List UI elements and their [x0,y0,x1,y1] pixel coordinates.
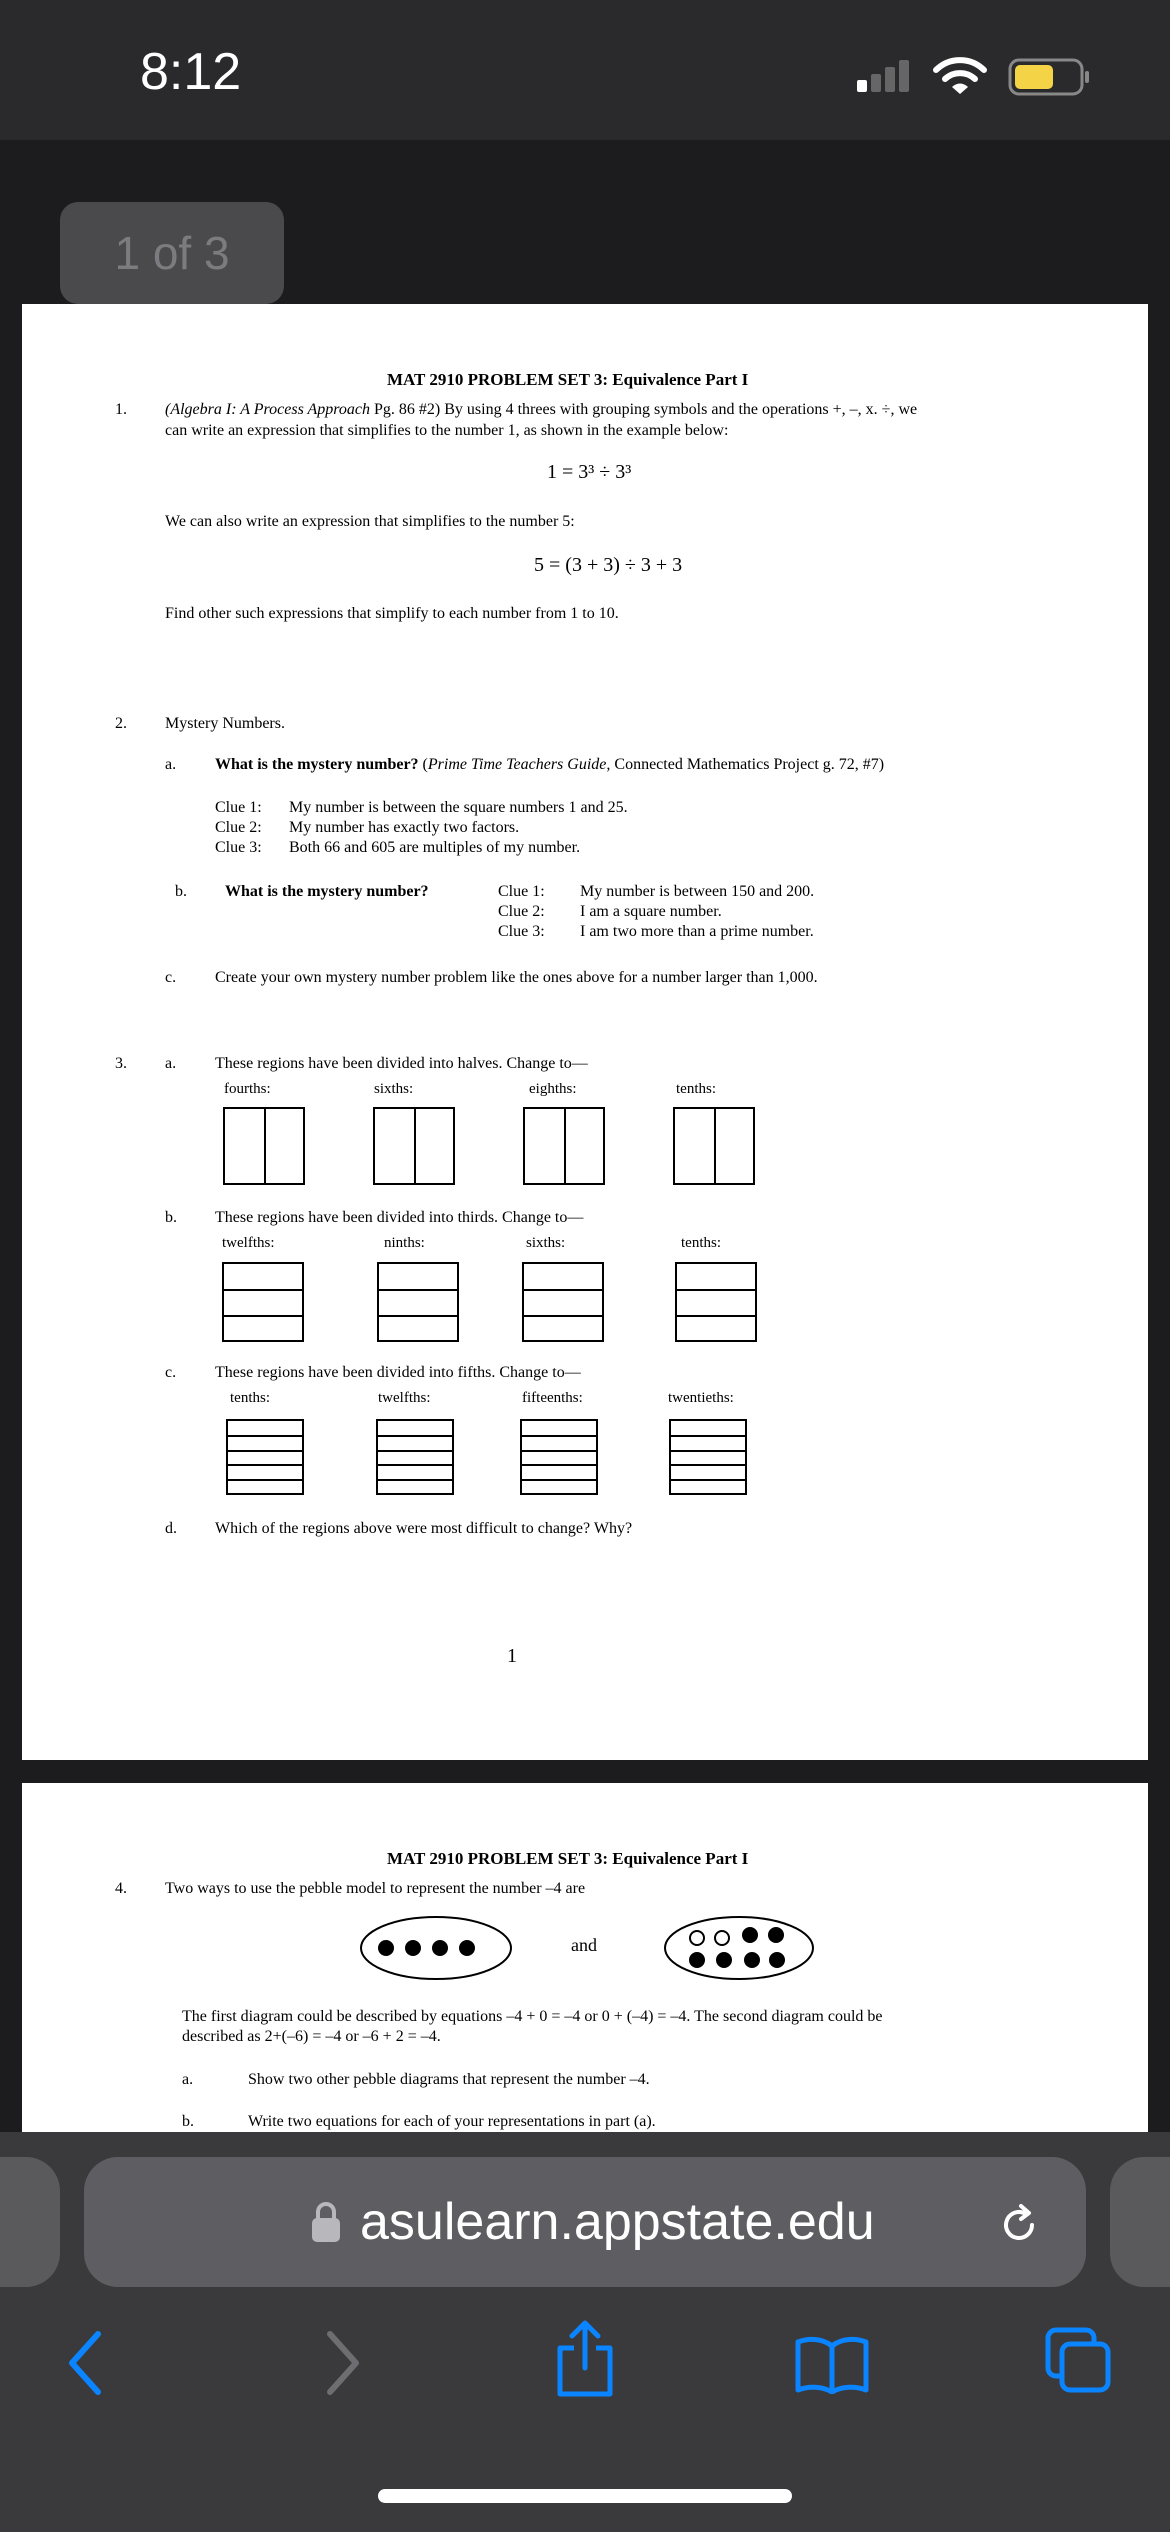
problem-1-eq1: 1 = 3³ ÷ 3³ [547,461,632,483]
signal-icon [855,58,915,94]
problem-2a-clue-3: Both 66 and 605 are multiples of my number. [289,839,581,856]
problem-2b-bold [225,882,429,902]
problem-2b-clue-label-3: Clue 3: [498,923,545,940]
region-fifths [376,1419,454,1495]
pebble-negative [742,1927,758,1943]
pebble-negative [744,1952,760,1968]
problem-2b-clue-1: My number is between 150 and 200. [580,883,815,900]
problem-1-line3: We can also write an expression that simplifies to the number 5: [165,513,575,530]
problem-2-number: 2. [115,715,127,732]
pebble-negative [716,1952,732,1968]
problem-4b-text: Write two equations for each of your representations in part (a). [248,2113,656,2130]
region-halves [373,1107,455,1185]
problem-3c-target-3: fifteenths: [522,1390,583,1406]
problem-3a-label: a. [165,1055,177,1072]
problem-3a-target-1: fourths: [224,1081,271,1097]
problem-2b-clue-label-2: Clue 2: [498,903,545,920]
pebble-diagram-1 [358,1913,514,1983]
pebble-positive [690,1931,704,1945]
problem-3a-target-3: eighths: [529,1081,577,1097]
problem-2b-clue-label-1: Clue 1: [498,883,545,900]
pebble-negative [768,1927,784,1943]
region-fifths [520,1419,598,1495]
problem-1-number: 1. [115,401,127,418]
region-halves [223,1107,305,1185]
doc-title-page-2: MAT 2910 PROBLEM SET 3: Equivalence Part I [387,1849,749,1868]
doc-title: MAT 2910 PROBLEM SET 3: Equivalence Part I [387,370,749,389]
pebble-negative [432,1940,448,1956]
wifi-icon [932,56,988,96]
page-number: 1 [507,1645,517,1667]
problem-3b-target-1: twelfths: [222,1235,275,1251]
address-bar-url[interactable]: asulearn.appstate.edu [360,2193,875,2251]
problem-2a-bold: What is the mystery number? [215,756,419,773]
problem-3d-label: d. [165,1520,177,1537]
problem-4-number: 4. [115,1880,127,1897]
region-halves [523,1107,605,1185]
problem-2c-text: Create your own mystery number problem like the ones above for a number larger than 1,000. [215,969,818,986]
back-icon[interactable] [66,2330,106,2396]
pebble-positive [715,1931,729,1945]
region-fifths [669,1419,747,1495]
problem-3c-target-1: tenths: [230,1390,270,1406]
problem-2c-label: c. [165,969,177,986]
pebble-diagram-2 [662,1913,816,1983]
region-thirds [675,1262,757,1342]
problem-3b-target-3: sixths: [526,1235,566,1251]
problem-2a-clue-2: My number has exactly two factors. [289,819,520,836]
problem-1-line2: can write an expression that simplifies to the number 1, as shown in the example below: [165,422,729,439]
problem-1-line4: Find other such expressions that simplify to each number from 1 to 10. [165,605,619,622]
problem-3a-text: These regions have been divided into halves. Change to— [215,1055,588,1072]
problem-4-desc-1: The first diagram could be described by equations –4 + 0 = –4 or 0 + (–4) = –4. The second diagram could be [182,2008,883,2025]
document-page-1[interactable] [22,304,1148,1760]
problem-2a-rest: Connected Mathematics Project g. 72, #7) [610,756,885,773]
region-fifths [226,1419,304,1495]
status-bar [0,0,1170,140]
document-page-2[interactable] [22,1783,1148,2132]
problem-2-heading: Mystery Numbers. [165,715,285,732]
problem-2b-question: What is the mystery number? [225,883,429,900]
problem-4a-label: a. [182,2071,194,2088]
pebble-negative [689,1952,705,1968]
problem-3c-target-4: twentieths: [668,1390,734,1406]
problem-4a-text: Show two other pebble diagrams that represent the number –4. [248,2071,650,2088]
problem-4-intro: Two ways to use the pebble model to represent the number –4 are [165,1880,586,1897]
problem-1-eq2: 5 = (3 + 3) ÷ 3 + 3 [534,554,683,576]
problem-3a-target-4: tenths: [676,1081,716,1097]
tabs-icon[interactable] [1044,2326,1114,2396]
reload-icon[interactable] [994,2200,1044,2250]
problem-3c-target-2: twelfths: [378,1390,431,1406]
problem-3a-target-2: sixths: [374,1081,414,1097]
pebble-negative [378,1940,394,1956]
region-thirds [222,1262,304,1342]
bookmarks-icon[interactable] [794,2334,870,2394]
problem-3c-text: These regions have been divided into fifths. Change to— [215,1364,581,1381]
problem-2a-clue-label-3: Clue 3: [215,839,262,856]
problem-3c-label: c. [165,1364,177,1381]
problem-1-source: (Algebra I: A Process Approach [165,401,371,418]
problem-3d-text: Which of the regions above were most difficult to change? Why? [215,1520,633,1537]
share-icon[interactable] [552,2318,618,2398]
problem-2b-clue-2: I am a square number. [580,903,722,920]
previous-tab-preview[interactable] [0,2157,60,2287]
lock-icon [310,2201,342,2243]
pebble-negative [769,1952,785,1968]
status-time: 8:12 [140,43,242,101]
next-tab-preview[interactable] [1110,2157,1170,2287]
problem-3b-target-2: ninths: [384,1235,425,1251]
page-indicator: 1 of 3 [60,202,284,304]
region-thirds [522,1262,604,1342]
problem-2b-clue-3: I am two more than a prime number. [580,923,814,940]
problem-3-number: 3. [115,1055,127,1072]
problem-2a-clue-label-2: Clue 2: [215,819,262,836]
problem-3b-target-4: tenths: [681,1235,721,1251]
problem-4-desc-2: described as 2+(–6) = –4 or –6 + 2 = –4. [182,2028,441,2045]
problem-1-line1-rest: Pg. 86 #2) By using 4 threes with grouping symbols and the operations +, –, x. ÷, we [370,401,918,418]
pebble-and-label: and [571,1935,597,1955]
problem-4b-label: b. [182,2113,194,2130]
pebble-negative [405,1940,421,1956]
battery-icon [1008,58,1092,96]
forward-icon[interactable] [322,2330,362,2396]
problem-3b-label: b. [165,1209,177,1226]
problem-2a-question [215,755,884,775]
problem-2b-label: b. [175,883,187,900]
problem-2a-clue-label-1: Clue 1: [215,799,262,816]
region-halves [673,1107,755,1185]
problem-3b-text: These regions have been divided into thirds. Change to— [215,1209,584,1226]
problem-2a-paren: ( [418,756,428,773]
region-thirds [377,1262,459,1342]
problem-1-line1 [165,400,917,420]
problem-2a-label: a. [165,756,177,773]
pebble-negative [459,1940,475,1956]
problem-2a-clue-1: My number is between the square numbers 1 and 25. [289,799,628,816]
home-indicator[interactable] [378,2489,792,2503]
problem-2a-source: Prime Time Teachers Guide, [427,756,611,773]
